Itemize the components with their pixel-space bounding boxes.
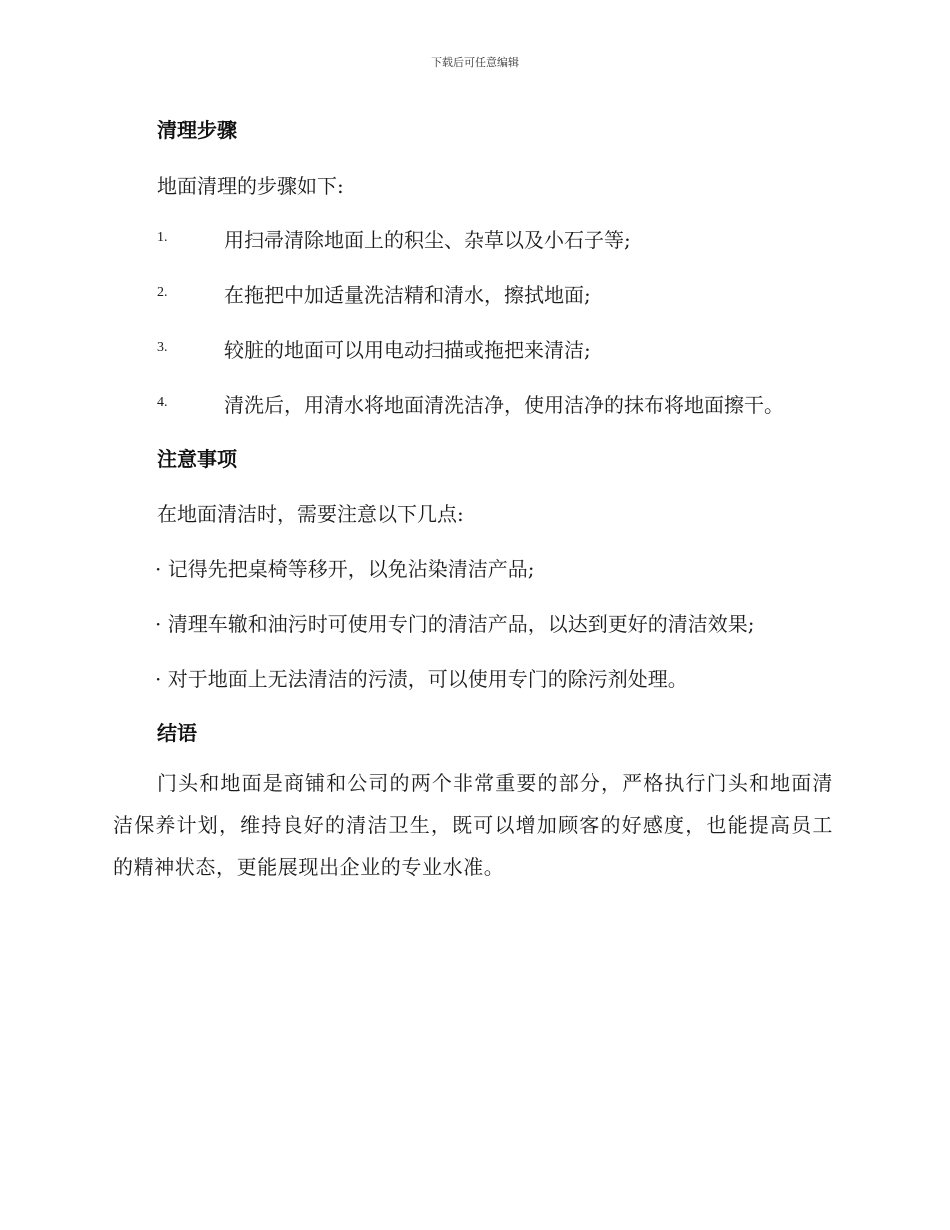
section-title-notes: 注意事项 xyxy=(157,447,237,471)
page-header-note: 下载后可任意编辑 xyxy=(431,56,519,69)
step-text: 较脏的地面可以用电动扫描或拖把来清洁; xyxy=(224,338,591,362)
step-text: 清洗后，用清水将地面清洗洁净，使用洁净的抹布将地面擦干。 xyxy=(224,393,784,417)
step-number: 2. xyxy=(157,285,168,300)
notes-intro: 在地面清洁时，需要注意以下几点: xyxy=(157,502,464,526)
conclusion-paragraph: 门头和地面是商铺和公司的两个非常重要的部分，严格执行门头和地面清洁保养计划，维持良好的清洁卫生，既可以增加顾客的好感度，也能提高员工的精神状态，更能展现出企业的专业水准。 xyxy=(113,771,833,879)
step-text: 在拖把中加适量洗洁精和清水，擦拭地面; xyxy=(224,283,591,307)
step-text: 用扫帚清除地面上的积尘、杂草以及小石子等; xyxy=(224,228,631,252)
step-number: 1. xyxy=(157,230,168,245)
step-number: 3. xyxy=(157,340,168,355)
section-title-conclusion: 结语 xyxy=(157,721,197,745)
note-bullet-item: · 清理车辙和油污时可使用专门的清洁产品，以达到更好的清洁效果; xyxy=(155,612,755,636)
step-number: 4. xyxy=(157,395,168,410)
note-bullet-item: · 对于地面上无法清洁的污渍，可以使用专门的除污剂处理。 xyxy=(155,667,688,691)
cleaning-steps-intro: 地面清理的步骤如下: xyxy=(157,174,344,198)
section-title-cleaning-steps: 清理步骤 xyxy=(157,118,237,142)
note-bullet-item: · 记得先把桌椅等移开，以免沾染清洁产品; xyxy=(155,557,535,581)
